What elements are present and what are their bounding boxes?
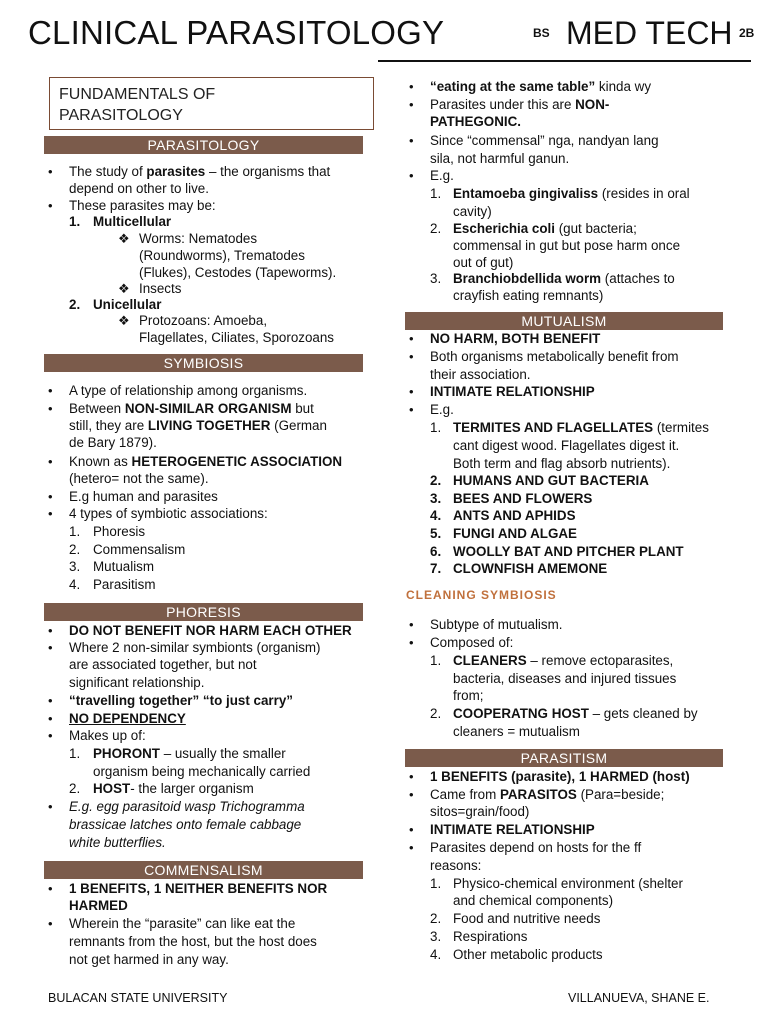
text-line: white butterflies. xyxy=(69,835,166,850)
text-line: Branchiobdellida worm (attaches to xyxy=(453,271,675,286)
list-number: 1. xyxy=(430,653,442,668)
list-number: 1. xyxy=(69,524,81,539)
text-line: E.g. xyxy=(430,168,454,183)
text-line: 4 types of symbiotic associations: xyxy=(69,506,268,521)
text-line: not get harmed in any way. xyxy=(69,952,229,967)
text-line: (hetero= not the same). xyxy=(69,471,209,486)
text-line: (Roundworms), Trematodes xyxy=(139,248,305,263)
text-line: commensal in gut but pose harm once xyxy=(453,238,681,253)
text-line: still, they are LIVING TOGETHER (German xyxy=(69,418,327,433)
text-line: Escherichia coli (gut bacteria; xyxy=(453,221,637,236)
bullet: • xyxy=(48,640,53,655)
text-line: 1 BENEFITS, 1 NEITHER BENEFITS NOR xyxy=(69,881,328,896)
bullet: • xyxy=(409,133,414,148)
text-line: E.g human and parasites xyxy=(69,489,218,504)
section-bar-parasitology: PARASITOLOGY xyxy=(44,136,363,154)
text-line: reasons: xyxy=(430,858,482,873)
bullet: • xyxy=(48,799,53,814)
list-item: CLOWNFISH AMEMONE xyxy=(453,561,608,576)
section-bar-mutualism: MUTUALISM xyxy=(405,312,723,330)
footer-university: BULACAN STATE UNIVERSITY xyxy=(48,991,228,1005)
text-line: Came from PARASITOS (Para=beside; xyxy=(430,787,665,802)
text-line: from; xyxy=(453,688,484,703)
text-line: (Flukes), Cestodes (Tapeworms). xyxy=(139,265,337,280)
text-line: Wherein the “parasite” can like eat the xyxy=(69,916,296,931)
degree-label: BS xyxy=(533,26,550,40)
text-line: their association. xyxy=(430,367,531,382)
list-item: Mutualism xyxy=(93,559,155,574)
text-line: cavity) xyxy=(453,204,492,219)
list-number: 1. xyxy=(69,746,81,761)
text-line: bacteria, diseases and injured tissues xyxy=(453,671,677,686)
list-number: 3. xyxy=(430,929,442,944)
text-line: Flagellates, Ciliates, Sporozoans xyxy=(139,330,335,345)
text-line: These parasites may be: xyxy=(69,198,216,213)
list-number: 2. xyxy=(69,781,81,796)
diamond-bullet-icon: ❖ xyxy=(118,231,130,246)
text-line: INTIMATE RELATIONSHIP xyxy=(430,384,595,399)
bullet: • xyxy=(409,822,414,837)
section-bar-phoresis: PHORESIS xyxy=(44,603,363,621)
bullet: • xyxy=(48,489,53,504)
list-number: 2. xyxy=(69,297,81,312)
text-line: Insects xyxy=(139,281,182,296)
text-line: E.g. xyxy=(430,402,454,417)
bullet: • xyxy=(409,384,414,399)
text-line: Between NON-SIMILAR ORGANISM but xyxy=(69,401,314,416)
text-line: “travelling together” “to just carry” xyxy=(69,693,293,708)
list-number: 2. xyxy=(430,221,442,236)
bullet: • xyxy=(48,881,53,896)
text-line: Subtype of mutualism. xyxy=(430,617,563,632)
bullet: • xyxy=(48,506,53,521)
text-line: remnants from the host, but the host does xyxy=(69,934,317,949)
list-item: ANTS AND APHIDS xyxy=(453,508,576,523)
section-bar-symbiosis: SYMBIOSIS xyxy=(44,354,363,372)
list-number: 2. xyxy=(69,542,81,557)
text-line: HARMED xyxy=(69,898,128,913)
bullet: • xyxy=(48,198,53,213)
list-number: 4. xyxy=(430,947,442,962)
footer-author: VILLANUEVA, SHANE E. xyxy=(568,991,710,1005)
text-line: crayfish eating remnants) xyxy=(453,288,604,303)
bullet: • xyxy=(48,693,53,708)
bullet: • xyxy=(48,623,53,638)
bullet: • xyxy=(409,617,414,632)
list-item: Other metabolic products xyxy=(453,947,603,962)
text-line: significant relationship. xyxy=(69,675,205,690)
bullet: • xyxy=(409,769,414,784)
text-line: Makes up of: xyxy=(69,728,146,743)
text-line: Composed of: xyxy=(430,635,514,650)
list-item: HUMANS AND GUT BACTERIA xyxy=(453,473,649,488)
list-number: 1. xyxy=(69,214,81,229)
list-item: BEES AND FLOWERS xyxy=(453,491,593,506)
list-number: 5. xyxy=(430,526,442,541)
text-line: E.g. egg parasitoid wasp Trichogramma xyxy=(69,799,305,814)
text-line: A type of relationship among organisms. xyxy=(69,383,308,398)
bullet: • xyxy=(48,728,53,743)
list-number: 7. xyxy=(430,561,442,576)
bullet: • xyxy=(48,401,53,416)
text-line: TERMITES AND FLAGELLATES (termites xyxy=(453,420,709,435)
list-number: 6. xyxy=(430,544,442,559)
list-item: Phoresis xyxy=(93,524,146,539)
text-line: Unicellular xyxy=(93,297,162,312)
diamond-bullet-icon: ❖ xyxy=(118,281,130,296)
list-number: 4. xyxy=(69,577,81,592)
text-line: CLEANERS – remove ectoparasites, xyxy=(453,653,674,668)
text-line: COOPERATNG HOST – gets cleaned by xyxy=(453,706,698,721)
year-label: 2B xyxy=(739,26,755,40)
text-line: de Bary 1879). xyxy=(69,435,157,450)
bullet: • xyxy=(48,916,53,931)
text-line: Worms: Nematodes xyxy=(139,231,258,246)
text-line: Parasites under this are NON- xyxy=(430,97,610,112)
text-line: and chemical components) xyxy=(453,893,614,908)
list-number: 1. xyxy=(430,420,442,435)
list-number: 3. xyxy=(430,271,442,286)
bullet: • xyxy=(409,787,414,802)
list-item: Food and nutritive needs xyxy=(453,911,601,926)
text-line: PHORONT – usually the smaller xyxy=(93,746,286,761)
list-number: 2. xyxy=(430,911,442,926)
text-line: cant digest wood. Flagellates digest it. xyxy=(453,438,680,453)
text-line: Physico-chemical environment (shelter xyxy=(453,876,683,891)
list-number: 3. xyxy=(69,559,81,574)
text-line: brassicae latches onto female cabbage xyxy=(69,817,302,832)
text-line: organism being mechanically carried xyxy=(93,764,311,779)
text-line: Both organisms metabolically benefit from xyxy=(430,349,679,364)
bullet: • xyxy=(409,331,414,346)
list-number: 3. xyxy=(430,491,442,506)
list-item: WOOLLY BAT AND PITCHER PLANT xyxy=(453,544,684,559)
page-title: CLINICAL PARASITOLOGY xyxy=(28,14,445,51)
text-line: out of gut) xyxy=(453,255,514,270)
text-line: depend on other to live. xyxy=(69,181,209,196)
section-bar-parasitism: PARASITISM xyxy=(405,749,723,767)
text-line: are associated together, but not xyxy=(69,657,257,672)
bullet: • xyxy=(48,454,53,469)
diamond-bullet-icon: ❖ xyxy=(118,313,130,328)
text-line: “eating at the same table” kinda wy xyxy=(430,79,652,94)
list-number: 1. xyxy=(430,876,442,891)
text-line: sila, not harmful ganun. xyxy=(430,151,570,166)
bullet: • xyxy=(409,349,414,364)
bullet: • xyxy=(409,97,414,112)
fundamentals-box xyxy=(49,77,374,130)
cleaning-symbiosis-heading: CLEANING SYMBIOSIS xyxy=(406,588,557,602)
text-line: HOST- the larger organism xyxy=(93,781,254,796)
text-line: sitos=grain/food) xyxy=(430,804,530,819)
section-bar-commensalism: COMMENSALISM xyxy=(44,861,363,879)
text-line: INTIMATE RELATIONSHIP xyxy=(430,822,595,837)
header-rule xyxy=(378,60,751,62)
fundamentals-line-1: FUNDAMENTALS OF xyxy=(59,86,216,103)
text-line: PATHEGONIC. xyxy=(430,114,522,129)
bullet: • xyxy=(48,711,53,726)
list-item: FUNGI AND ALGAE xyxy=(453,526,577,541)
text-line: Both term and flag absorb nutrients). xyxy=(453,456,671,471)
bullet: • xyxy=(409,79,414,94)
text-line: NO DEPENDENCY xyxy=(69,711,186,726)
text-line: DO NOT BENEFIT NOR HARM EACH OTHER xyxy=(69,623,352,638)
list-number: 2. xyxy=(430,473,442,488)
text-line: Since “commensal” nga, nandyan lang xyxy=(430,133,659,148)
text-line: NO HARM, BOTH BENEFIT xyxy=(430,331,601,346)
course-label: MED TECH xyxy=(566,15,733,51)
text-line: Known as HETEROGENETIC ASSOCIATION xyxy=(69,454,343,469)
bullet: • xyxy=(409,168,414,183)
bullet: • xyxy=(409,635,414,650)
list-number: 2. xyxy=(430,706,442,721)
bullet: • xyxy=(48,164,53,179)
text-line: Parasites depend on hosts for the ff xyxy=(430,840,642,855)
list-number: 1. xyxy=(430,186,442,201)
list-item: Parasitism xyxy=(93,577,156,592)
fundamentals-line-2: PARASITOLOGY xyxy=(59,107,183,124)
bullet: • xyxy=(409,840,414,855)
text-line: Multicellular xyxy=(93,214,172,229)
text-line: Where 2 non-similar symbionts (organism) xyxy=(69,640,321,655)
text-line: cleaners = mutualism xyxy=(453,724,580,739)
bullet: • xyxy=(409,402,414,417)
bullet: • xyxy=(48,383,53,398)
text-line: 1 BENEFITS (parasite), 1 HARMED (host) xyxy=(430,769,690,784)
text-line: The study of parasites – the organisms that xyxy=(69,164,331,179)
list-item: Respirations xyxy=(453,929,528,944)
list-item: Commensalism xyxy=(93,542,186,557)
list-number: 4. xyxy=(430,508,442,523)
text-line: Entamoeba gingivaliss (resides in oral xyxy=(453,186,690,201)
text-line: Protozoans: Amoeba, xyxy=(139,313,268,328)
